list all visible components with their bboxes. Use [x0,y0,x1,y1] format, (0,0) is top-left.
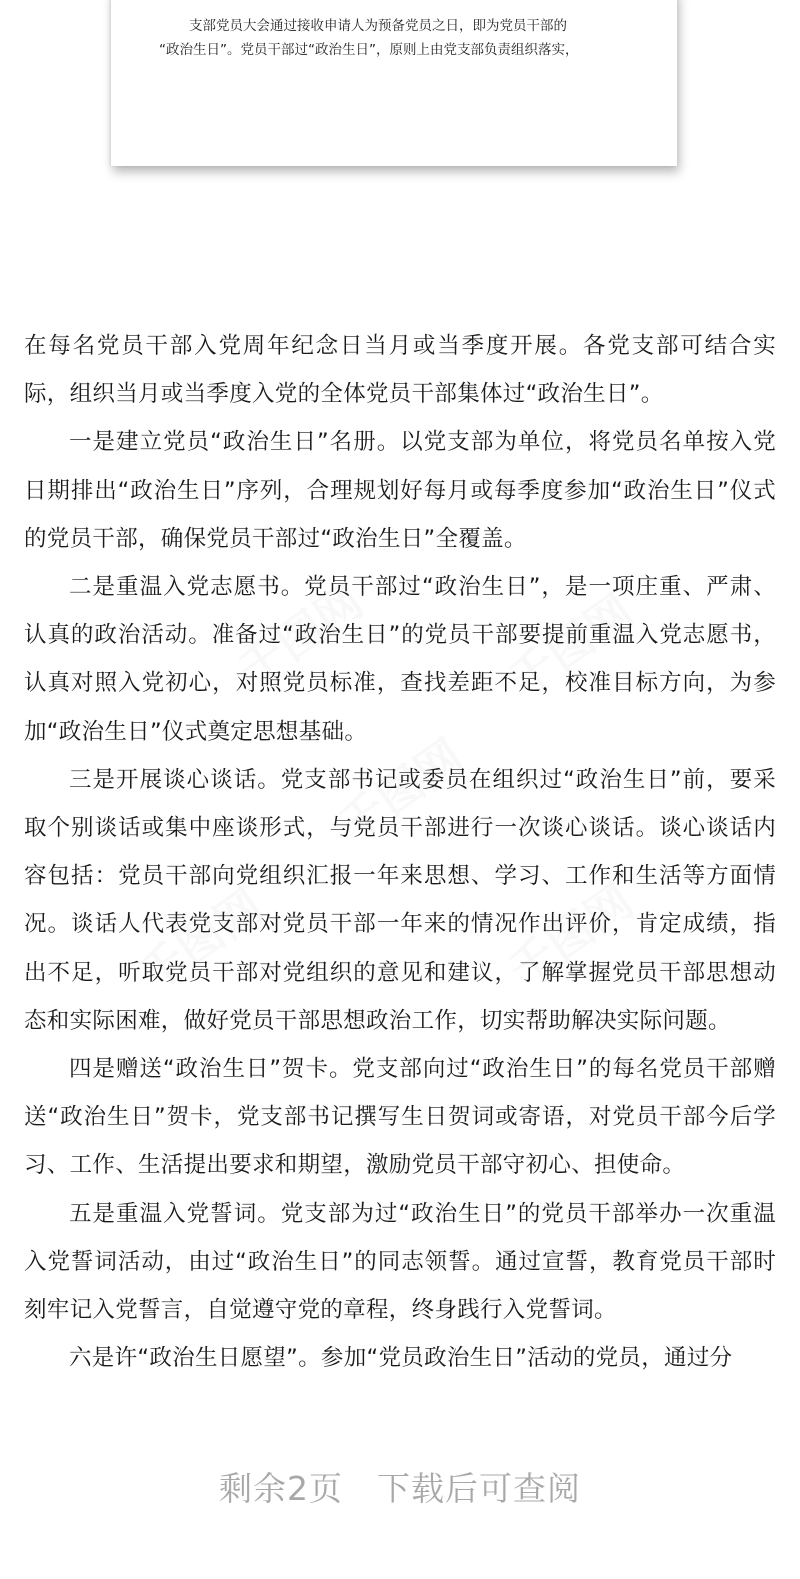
article-paragraph: 一是建立党员“政治生日”名册。以党支部为单位，将党员名单按入党日期排出“政治生日”序列，合理规划好每月或每季度参加“政治生日”仪式的党员干部，确保党员干部过“政治生日”全覆盖。 [24,429,776,552]
download-hint-label: 下载后可查阅 [377,1469,581,1508]
preview-page-card [111,0,677,166]
article-body [24,322,776,1382]
article-paragraph: 四是赠送“政治生日”贺卡。党支部向过“政治生日”的每名党员干部赠送“政治生日”贺卡，党支部书记撰写生日贺词或寄语，对党员干部今后学习、工作、生活提出要求和期望，激励党员干部守初心、担使命。 [24,1056,776,1179]
watermark: 千图网 [328,728,473,853]
article-paragraph: 五是重温入党誓词。党支部为过“政治生日”的党员干部举办一次重温入党誓词活动，由过“政治生日”的同志领誓。通过宣誓，教育党员干部时刻牢记入党誓言，自觉遵守党的章程，终身践行入党誓词。 [24,1200,776,1324]
download-prompt[interactable] [0,1467,800,1511]
preview-text-line: 支部党员大会通过接收申请人为预备党员之日，即为党员干部的 [189,18,567,34]
article-paragraph: 六是许“政治生日愿望”。参加“党员政治生日”活动的党员，通过分 [69,1345,733,1372]
watermark: 千图网 [498,873,643,998]
article-paragraph: 二是重温入党志愿书。党员干部过“政治生日”，是一项庄重、严肃、认真的政治活动。准备过“政治生日”的党员干部要提前重温入党志愿书，认真对照入党初心，对照党员标准，查找差距不足，校准目标方向，为参加“政治生日”仪式奠定思想基础。 [24,574,776,745]
watermark: 千图网 [128,878,273,1003]
watermark: 千图网 [498,583,643,708]
watermark: 千图网 [228,573,373,698]
remaining-pages-label: 剩余2页 [219,1469,343,1508]
article-paragraph: 在每名党员干部入党周年纪念日当月或当季度开展。各党支部可结合实际，组织当月或当季度入党的全体党员干部集体过“政治生日”。 [24,333,776,408]
article-paragraph: 三是开展谈心谈话。党支部书记或委员在组织过“政治生日”前，要采取个别谈话或集中座谈形式，与党员干部进行一次谈心谈话。谈心谈话内容包括：党员干部向党组织汇报一年来思想、学习、工作和生活等方面情况。谈话人代表党支部对党员干部一年来的情况作出评价，肯定成绩，指出不足，听取党员干部对党组织的意见和建议，了解掌握党员干部思想动态和实际困难，做好党员干部思想政治工作，切实帮助解决实际问题。 [24,766,776,1034]
preview-text-line: “政治生日”。党员干部过“政治生日”，原则上由党支部负责组织落实， [159,42,579,58]
